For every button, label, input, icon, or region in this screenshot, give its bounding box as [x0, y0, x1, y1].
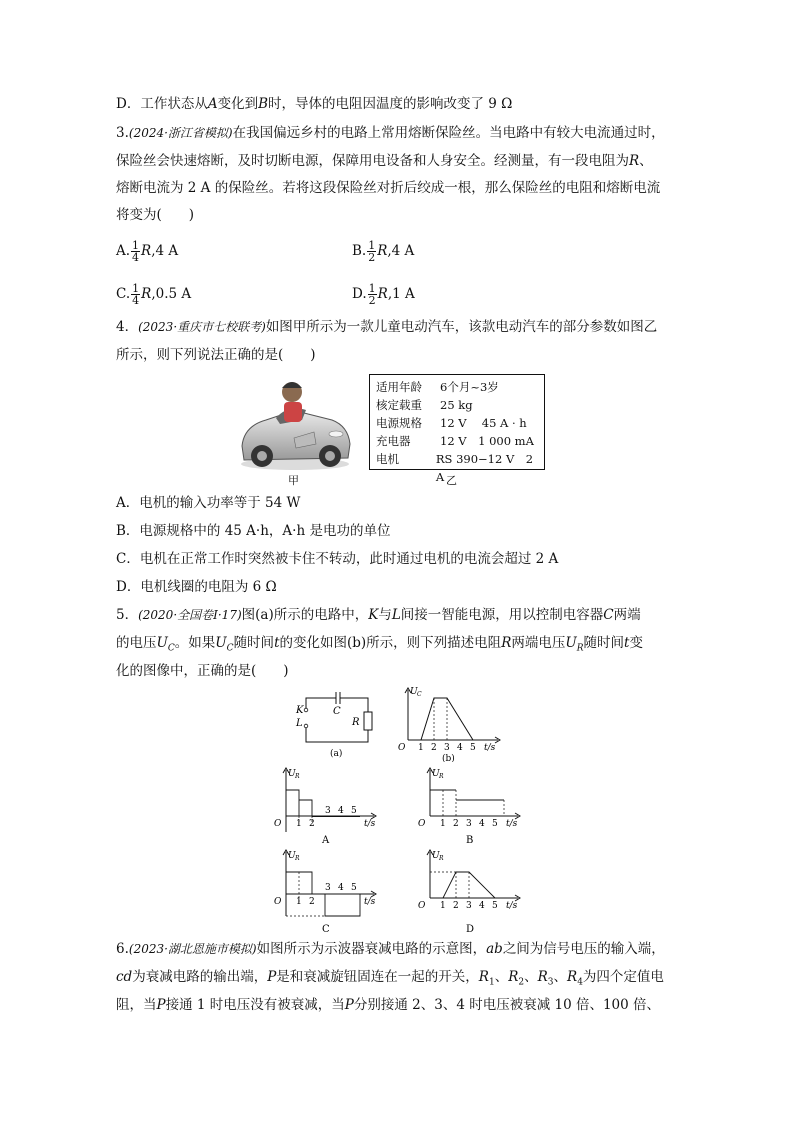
q5-stem-line1: 5．(2020·全国卷Ⅰ·17)图(a)所示的电路中，K与L间接一智能电源，用以控制电容器C两端: [116, 607, 641, 623]
fraction: $\frac{1}{4}$: [132, 282, 140, 307]
q6-stem-line1: 6.(2023·湖北恩施市模拟)如图所示为示波器衰减电路的示意图，ab之间为信号电压的输入端，: [116, 941, 665, 957]
choice-b-tick: 3: [466, 819, 472, 829]
choice-d-ysub: R: [439, 855, 444, 862]
graph-b-origin: O: [398, 743, 406, 753]
choice-a-ysub: R: [295, 773, 300, 780]
choice-c-tick: 4: [338, 883, 344, 893]
choice-a-origin: O: [274, 819, 282, 829]
choice-graph-d: [412, 848, 524, 934]
choice-b-tick: 4: [479, 819, 485, 829]
choice-c-origin: O: [274, 897, 282, 907]
choice-a-tick: 1: [296, 819, 302, 829]
graph-b-tick: 4: [457, 743, 463, 753]
graph-b-xlabel: t/s: [484, 743, 496, 753]
spec-row: 核定载重 25 kg: [376, 398, 473, 412]
choice-d-tick: 4: [479, 901, 485, 911]
graph-b-tick: 5: [470, 743, 476, 753]
q6-stem-line2: cd为衰减电路的输出端，P是和衰减旋钮固连在一起的开关，$R_1$、$R_2$、$R_3$、$R_4$为四个定值电: [116, 969, 664, 988]
graph-b-tick: 3: [444, 743, 450, 753]
choice-d-label: D: [466, 924, 475, 934]
choice-c-label: C: [322, 924, 330, 934]
q4-option-c: C．电机在正常工作时突然被卡住不转动，此时通过电机的电流会超过 2 A: [116, 551, 559, 567]
graph-b-tick: 2: [431, 743, 437, 753]
choice-a-tick: 2: [309, 819, 315, 829]
circuit-label-l: L: [296, 718, 303, 729]
choice-c-tick: 5: [351, 883, 357, 893]
q4-stem-line2: 所示，则下列说法正确的是( ): [116, 347, 316, 363]
fraction: $\frac{1}{4}$: [132, 239, 140, 264]
choice-graph-c: [268, 848, 380, 934]
choice-c-tick: 2: [309, 897, 315, 907]
fraction: $\frac{1}{2}$: [368, 239, 376, 264]
choice-a-ylabel: U: [288, 769, 296, 779]
choice-b-tick: 1: [440, 819, 446, 829]
circuit-label-k: K: [296, 705, 304, 716]
figure-label-jia: 甲: [288, 474, 299, 487]
circuit-diagram-a: [292, 688, 378, 760]
choice-d-xlabel: t/s: [506, 901, 518, 911]
choice-b-ylabel: U: [432, 769, 440, 779]
choice-d-origin: O: [418, 901, 426, 911]
q3-stem-line2: 保险丝会快速熔断，及时切断电源，保障用电设备和人身安全。经测量，有一段电阻为R、: [116, 153, 653, 169]
choice-a-tick: 3: [325, 806, 331, 816]
q3-option-c: C. $\frac{1}{4}$ R,0.5 A: [116, 282, 192, 307]
choice-b-xlabel: t/s: [506, 819, 518, 829]
q3-stem-line4: 将变为( ): [116, 207, 195, 223]
choice-d-tick: 3: [466, 901, 472, 911]
choice-d-ylabel: U: [432, 851, 440, 861]
q4-stem-line1: 4．(2023·重庆市七校联考)如图甲所示为一款儿童电动汽车，该款电动汽车的部分参数如图乙: [116, 319, 658, 335]
spec-row: 电源规格 12 V 45 A · h: [376, 416, 527, 430]
graph-b-ylabel: U: [410, 687, 418, 697]
figure-label-yi: 乙: [446, 474, 457, 487]
choice-graph-b: [412, 766, 524, 846]
choice-c-xlabel: t/s: [364, 897, 376, 907]
q3-stem-line1: 3.(2024·浙江省模拟)在我国偏远乡村的电路上常用熔断保险丝。当电路中有较大电流通过时，: [116, 125, 665, 141]
choice-d-tick: 2: [453, 901, 459, 911]
choice-a-xlabel: t/s: [364, 819, 376, 829]
graph-b-uc: [394, 684, 506, 762]
spec-row: 充电器 12 V 1 000 mA: [376, 434, 534, 448]
choice-c-ylabel: U: [288, 851, 296, 861]
choice-c-tick: 3: [325, 883, 331, 893]
choice-a-tick: 4: [338, 806, 344, 816]
q3-stem-line3: 熔断电流为 2 A 的保险丝。若将这段保险丝对折后绞成一根，那么保险丝的电阻和熔断电流: [116, 180, 661, 196]
q3-option-d: D. $\frac{1}{2}$ R,1 A: [352, 282, 415, 307]
choice-d-tick: 5: [492, 901, 498, 911]
choice-graph-a: [268, 766, 380, 846]
choice-b-ysub: R: [439, 773, 444, 780]
q4-option-b: B．电源规格中的 45 A·h，A·h 是电功的单位: [116, 523, 391, 539]
circuit-label-c: C: [333, 706, 341, 717]
choice-d-tick: 1: [440, 901, 446, 911]
graph-b-tick: 1: [418, 743, 424, 753]
choice-c-ysub: R: [295, 855, 300, 862]
choice-b-label: B: [466, 835, 474, 846]
toy-car-photo: [236, 368, 354, 472]
circuit-label-r: R: [352, 717, 360, 728]
spec-row: 电机 RS 390−12 V 2 A: [376, 452, 534, 484]
choice-a-tick: 5: [351, 806, 357, 816]
choice-a-label: A: [322, 835, 330, 846]
spec-table: [369, 374, 545, 484]
figure-label-b: (b): [442, 754, 455, 762]
q6-stem-line3: 阻，当P接通 1 时电压没有被衰减，当P分别接通 2、3、4 时电压被衰减 10 倍、100 倍、: [116, 997, 661, 1013]
choice-b-origin: O: [418, 819, 426, 829]
choice-b-tick: 5: [492, 819, 498, 829]
q4-option-d: D．电机线圈的电阻为 6 Ω: [116, 579, 277, 595]
q4-option-a: A．电机的输入功率等于 54 W: [116, 495, 301, 511]
choice-b-tick: 2: [453, 819, 459, 829]
q5-stem-line3: 化的图像中，正确的是( ): [116, 663, 289, 679]
graph-b-ysub: C: [417, 691, 422, 698]
q2-option-d: D．工作状态从A变化到B时，导体的电阻因温度的影响改变了 9 Ω: [116, 96, 513, 112]
figure-label-a: (a): [330, 749, 343, 759]
spec-row: 适用年龄 6个月~3岁: [376, 380, 499, 394]
fraction: $\frac{1}{2}$: [368, 282, 376, 307]
q3-option-a: A. $\frac{1}{4}$ R,4 A: [116, 239, 179, 264]
q5-stem-line2: 的电压$U_C$。如果$U_C$随时间t的变化如图(b)所示，则下列描述电阻R两端电压$U_R$随时间t变: [116, 635, 643, 654]
q3-option-b: B. $\frac{1}{2}$ R,4 A: [352, 239, 415, 264]
choice-c-tick: 1: [296, 897, 302, 907]
